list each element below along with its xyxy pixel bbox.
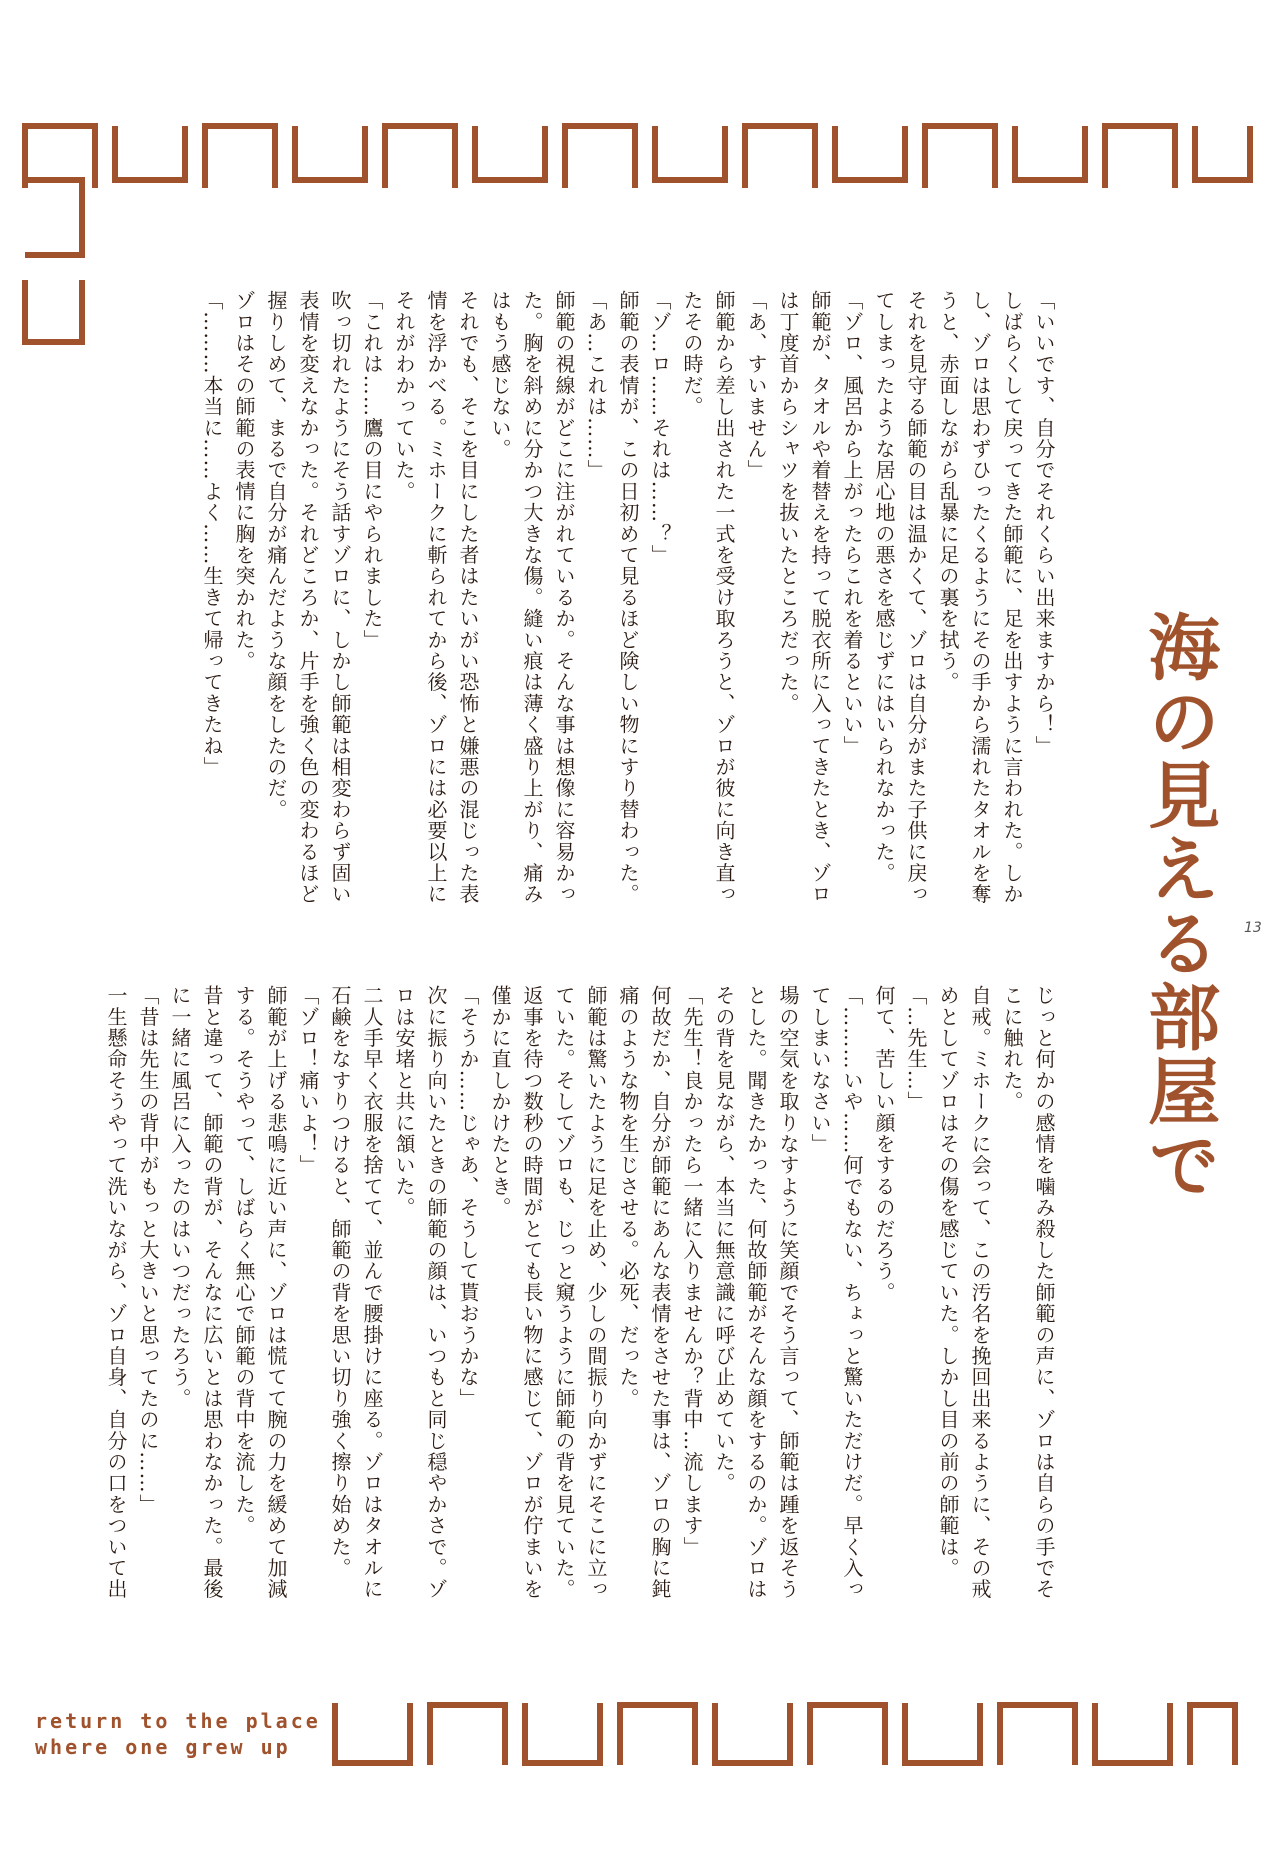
paragraph: 師範が、タオルや着替えを持って脱衣所に入ってきたとき、ゾロは丁度首からシャツを抜いたところだった。 xyxy=(776,290,832,905)
paragraph: 「ゾロ、風呂から上がったらこれを着るといい」 xyxy=(840,290,864,757)
paragraph: 「………いや……何でもない、ちょっと驚いただけだ。早く入ってしまいなさい」 xyxy=(808,985,864,1600)
paragraph: 返事を待つ数秒の時間がとても長い物に感じて、ゾロが佇まいを僅かに直しかけたとき。 xyxy=(488,985,544,1600)
paragraph: 二人手早く衣服を捨てて、並んで腰掛けに座る。ゾロはタオルに石鹸をなすりつけると、師範の背を思い切り強く擦り始めた。 xyxy=(328,985,384,1600)
paragraph: 「………本当に……よく……生きて帰ってきたね」 xyxy=(200,290,224,778)
paragraph: 「そうか……じゃあ、そうして貰おうかな」 xyxy=(456,985,480,1409)
paragraph: 師範の視線がどこに注がれているか。そんな事は想像に容易かった。胸を斜めに分かつ大きな傷。縫い痕は薄く盛り上がり、痛みはもう感じない。 xyxy=(488,290,576,905)
paragraph: 何故だか、自分が師範にあんな表情をさせた事は、ゾロの胸に鈍痛のような物を生じさせる。必死、だった。 xyxy=(616,985,672,1600)
paragraph: 「あ、すいません」 xyxy=(744,290,768,481)
paragraph: 一生懸命そうやって洗いながら、ゾロ自身、自分の口をついて出 xyxy=(104,985,128,1600)
english-subtitle-line: return to the place xyxy=(35,1709,321,1733)
paragraph: 「これは……鷹の目にやられました」 xyxy=(360,290,384,651)
paragraph: 師範の表情が、この日初めて見るほど険しい物にすり替わった。 xyxy=(616,290,640,905)
paragraph: それを見守る師範の目は温かくて、ゾロは自分がまた子供に戻ってしまったような居心地の悪さを感じずにはいられなかった。 xyxy=(872,290,928,905)
upper-text-block xyxy=(200,290,1060,910)
paragraph: それでも、そこを目にした者はたいがい恐怖と嫌悪の混じった表情を浮かべる。ミホークに斬られてから後、ゾロには必要以上にそれがわかっていた。 xyxy=(392,290,480,905)
paragraph: 次に振り向いたときの師範の顔は、いつもと同じ穏やかさで。ゾロは安堵と共に頷いた。 xyxy=(392,985,448,1600)
paragraph: 「先生！良かったら一緒に入りませんか？背中…流します」 xyxy=(680,985,704,1558)
paragraph: 場の空気を取りなすように笑顔でそう言って、師範は踵を返そうとした。聞きたかった、何故師範がそんな顔をするのか。ゾロはその背を見ながら、本当に無意識に呼び止めていた。 xyxy=(712,985,800,1600)
paragraph: 「あ…これは……」 xyxy=(584,290,608,481)
paragraph: じっと何かの感情を噛み殺した師範の声に、ゾロは自らの手でそこに触れた。 xyxy=(1000,985,1056,1600)
story-title: 海の見える部屋で xyxy=(1136,610,1221,1202)
paragraph: 「…先生…」 xyxy=(904,985,928,1113)
paragraph: 師範は驚いたように足を止め、少しの間振り向かずにそこに立っていた。そしてゾロも、じっと窺うように師範の背を見ていた。 xyxy=(552,985,608,1600)
top-border-ornament xyxy=(20,118,1258,188)
paragraph: 「いいです、自分でそれくらい出来ますから！」 xyxy=(1032,290,1056,757)
paragraph: 昔と違って、師範の背が、そんなに広いとは思わなかった。最後に一緒に風呂に入ったのはいつだったろう。 xyxy=(168,985,224,1600)
paragraph: 吹っ切れたようにそう話すゾロに、しかし師範は相変わらず固い表情を変えなかった。それどころか、片手を強く色の変わるほど握りしめて、まるで自分が痛んだような顔をしたのだ。 xyxy=(264,290,352,905)
paragraph: 「ゾロ！痛いよ！」 xyxy=(296,985,320,1176)
paragraph: 「ゾ…ロ……それは……？」 xyxy=(648,290,672,566)
english-subtitle xyxy=(35,1708,321,1760)
page-number: 13 xyxy=(1244,920,1262,936)
paragraph: 師範から差し出された一式を受け取ろうと、ゾロが彼に向き直ったその時だ。 xyxy=(680,290,736,905)
left-border-ornament xyxy=(20,150,90,350)
bottom-border-ornament xyxy=(330,1695,1240,1770)
paragraph: 師範が上げる悲鳴に近い声に、ゾロは慌てて腕の力を緩めて加減する。そうやって、しばらく無心で師範の背中を流した。 xyxy=(232,985,288,1600)
paragraph: 自戒。ミホークに会って、この汚名を挽回出来るように、その戒めとしてゾロはその傷を感じていた。しかし目の前の師範は。 xyxy=(936,985,992,1600)
paragraph: ゾロはその師範の表情に胸を突かれた。 xyxy=(232,290,256,672)
paragraph: しばらくして戻ってきた師範に、足を出すように言われた。しかし、ゾロは思わずひったくるようにその手から濡れたタオルを奪うと、赤面しながら乱暴に足の裏を拭う。 xyxy=(936,290,1024,905)
paragraph: 何て、苦しい顔をするのだろう。 xyxy=(872,985,896,1303)
paragraph: 「昔は先生の背中がもっと大きいと思ってたのに……」 xyxy=(136,985,160,1515)
english-subtitle-line: where one grew up xyxy=(35,1735,291,1759)
lower-text-block xyxy=(104,985,1060,1605)
